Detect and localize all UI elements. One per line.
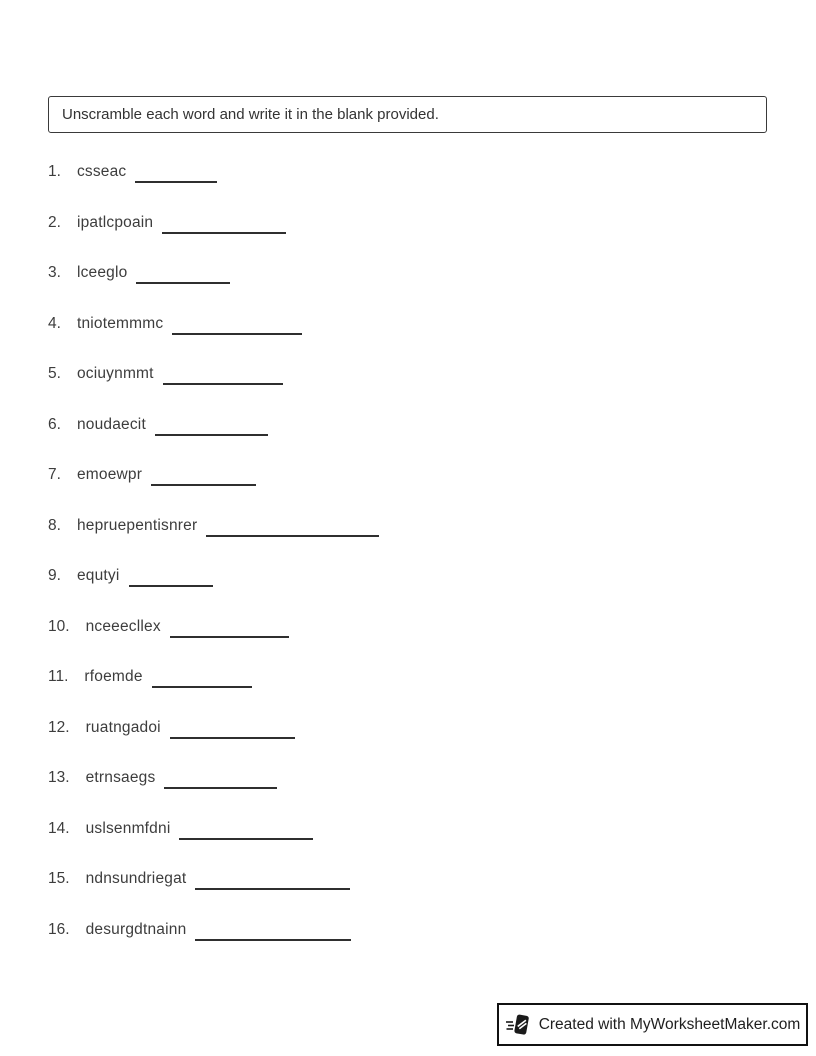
worksheet-maker-logo-icon	[505, 1012, 531, 1038]
answer-blank	[179, 833, 313, 840]
item-number: 15.	[48, 870, 70, 887]
worksheet-item	[48, 719, 776, 740]
item-number: 9.	[48, 567, 61, 584]
scrambled-word: noudaecit	[76, 415, 146, 433]
item-number: 2.	[48, 213, 61, 231]
scrambled-word: rfoemde	[84, 668, 143, 685]
answer-blank	[164, 782, 277, 789]
item-number: 5.	[48, 365, 61, 382]
scrambled-word: hepruepentisnrer	[76, 516, 198, 534]
worksheet-item	[48, 567, 776, 588]
scrambled-word: ndnsundriegat	[85, 870, 187, 887]
instruction-text: Unscramble each word and write it in the blank provided.	[62, 106, 439, 123]
item-number: 1.	[48, 163, 61, 180]
worksheet-item	[48, 921, 776, 942]
item-number: 8.	[48, 516, 61, 534]
scrambled-word: csseac	[76, 163, 127, 180]
worksheet-item	[48, 618, 776, 639]
footer-credit-text: Created with MyWorksheetMaker.com	[538, 1015, 801, 1033]
worksheet-item	[48, 466, 776, 487]
worksheet-item	[48, 163, 776, 184]
answer-blank	[163, 378, 283, 385]
instruction-box	[48, 96, 767, 133]
item-number: 13.	[48, 769, 70, 786]
worksheet-item	[48, 365, 776, 386]
scrambled-word: desurgdtnainn	[85, 920, 187, 938]
worksheet-item	[48, 264, 776, 285]
footer-credit-box	[497, 1003, 808, 1046]
item-number: 14.	[48, 819, 70, 837]
item-number: 16.	[48, 920, 70, 938]
item-number: 11.	[48, 668, 69, 685]
scrambled-word: nceeecllex	[85, 617, 161, 635]
scrambled-word: ruatngadoi	[85, 718, 161, 736]
worksheet-item	[48, 214, 776, 235]
answer-blank	[129, 580, 213, 587]
answer-blank	[172, 328, 302, 335]
item-number: 6.	[48, 415, 61, 433]
worksheet-item	[48, 769, 776, 790]
item-number: 3.	[48, 264, 61, 281]
answer-blank	[206, 530, 379, 537]
answer-blank	[195, 934, 351, 941]
worksheet-item	[48, 668, 776, 689]
scrambled-word: etrnsaegs	[85, 769, 156, 786]
worksheet-item	[48, 416, 776, 437]
answer-blank	[151, 479, 256, 486]
scrambled-word: emoewpr	[76, 466, 143, 483]
answer-blank	[170, 631, 289, 638]
item-number: 7.	[48, 466, 61, 483]
scrambled-word: ipatlcpoain	[76, 213, 154, 231]
worksheet-item	[48, 315, 776, 336]
worksheet-item-list	[48, 163, 776, 971]
answer-blank	[136, 277, 230, 284]
item-number: 10.	[48, 617, 70, 635]
worksheet-item	[48, 820, 776, 841]
item-number: 12.	[48, 718, 70, 736]
answer-blank	[155, 429, 268, 436]
item-number: 4.	[48, 314, 61, 332]
worksheet-item	[48, 517, 776, 538]
answer-blank	[195, 883, 350, 890]
scrambled-word: ociuynmmt	[76, 365, 154, 382]
answer-blank	[135, 176, 217, 183]
scrambled-word: uslsenmfdni	[85, 819, 171, 837]
answer-blank	[152, 681, 252, 688]
answer-blank	[162, 227, 286, 234]
scrambled-word: tniotemmmc	[76, 314, 164, 332]
scrambled-word: equtyi	[76, 567, 120, 584]
answer-blank	[170, 732, 295, 739]
worksheet-item	[48, 870, 776, 891]
scrambled-word: lceeglo	[76, 264, 128, 281]
